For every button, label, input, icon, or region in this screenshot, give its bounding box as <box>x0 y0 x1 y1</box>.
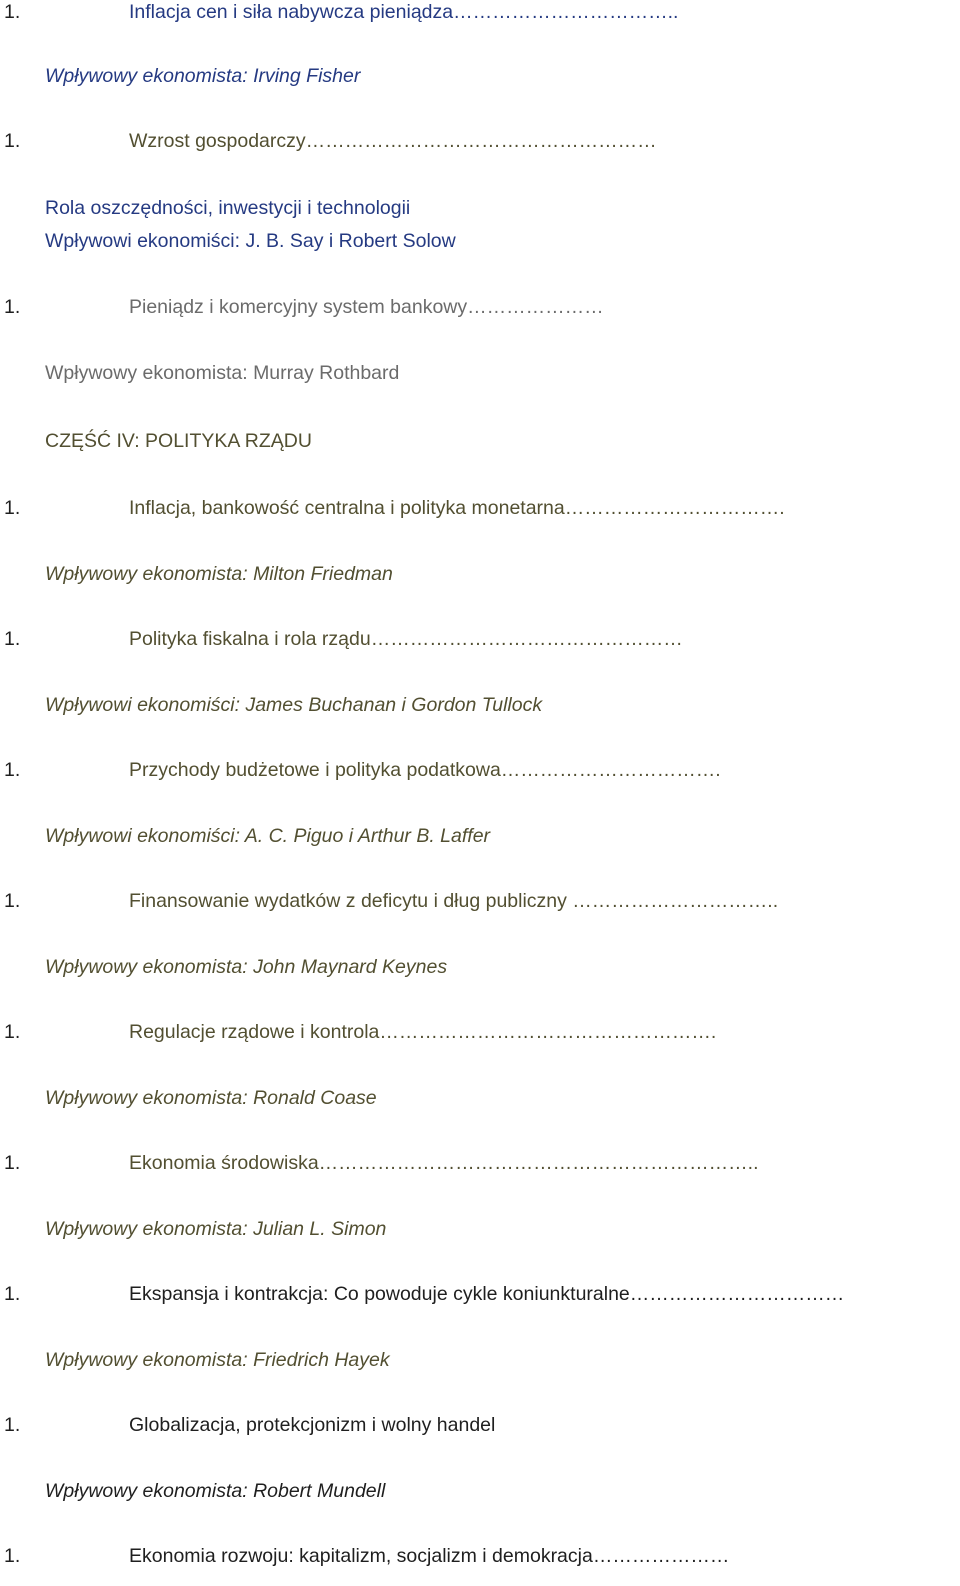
list-number: 1. <box>4 130 21 152</box>
economist-line: Wpływowi ekonomiści: A. C. Piguo i Arthur B. Laffer <box>45 825 491 847</box>
list-number: 1. <box>4 890 21 912</box>
chapter-title: Wzrost gospodarczy……………………………………………… <box>129 130 657 152</box>
economist-line: Wpływowi ekonomiści: J. B. Say i Robert Solow <box>45 230 456 252</box>
economist-line: Wpływowi ekonomiści: James Buchanan i Gordon Tullock <box>45 694 543 716</box>
chapter-title: Ekonomia środowiska………………………………………………………….. <box>129 1152 759 1174</box>
economist-line: Wpływowy ekonomista: John Maynard Keynes <box>45 956 448 978</box>
chapter-subtitle: Rola oszczędności, inwestycji i technologii <box>45 197 411 219</box>
economist-line: Wpływowy ekonomista: Ronald Coase <box>45 1087 377 1109</box>
list-number: 1. <box>4 497 21 519</box>
list-number: 1. <box>4 1021 21 1043</box>
list-number: 1. <box>4 759 21 781</box>
list-number: 1. <box>4 1545 21 1567</box>
chapter-title: Finansowanie wydatków z deficytu i dług publiczny ………………………….. <box>129 890 779 912</box>
chapter-title: Przychody budżetowe i polityka podatkowa……………………………. <box>129 759 721 781</box>
chapter-title: Regulacje rządowe i kontrola……………………………………………. <box>129 1021 717 1043</box>
chapter-title: Globalizacja, protekcjonizm i wolny handel <box>129 1414 496 1436</box>
list-number: 1. <box>4 296 21 318</box>
economist-line: Wpływowy ekonomista: Friedrich Hayek <box>45 1349 390 1371</box>
economist-line: Wpływowy ekonomista: Irving Fisher <box>45 65 361 87</box>
economist-line: Wpływowy ekonomista: Robert Mundell <box>45 1480 386 1502</box>
chapter-title: Pieniądz i komercyjny system bankowy………………… <box>129 296 604 318</box>
economist-line: Wpływowy ekonomista: Milton Friedman <box>45 563 393 585</box>
economist-line: Wpływowy ekonomista: Julian L. Simon <box>45 1218 387 1240</box>
chapter-title: Inflacja cen i siła nabywcza pieniądza…………………………….. <box>129 1 679 23</box>
chapter-title: Ekspansja i kontrakcja: Co powoduje cykle koniunkturalne…………………………… <box>129 1283 845 1305</box>
chapter-title: Polityka fiskalna i rola rządu………………………………………… <box>129 628 683 650</box>
list-number: 1. <box>4 1283 21 1305</box>
list-number: 1. <box>4 1152 21 1174</box>
list-number: 1. <box>4 628 21 650</box>
economist-line: Wpływowy ekonomista: Murray Rothbard <box>45 362 400 384</box>
list-number: 1. <box>4 1 21 23</box>
part-heading: CZĘŚĆ IV: POLITYKA RZĄDU <box>45 430 312 452</box>
list-number: 1. <box>4 1414 21 1436</box>
chapter-title: Ekonomia rozwoju: kapitalizm, socjalizm i demokracja………………… <box>129 1545 730 1567</box>
chapter-title: Inflacja, bankowość centralna i polityka monetarna……………………………. <box>129 497 785 519</box>
